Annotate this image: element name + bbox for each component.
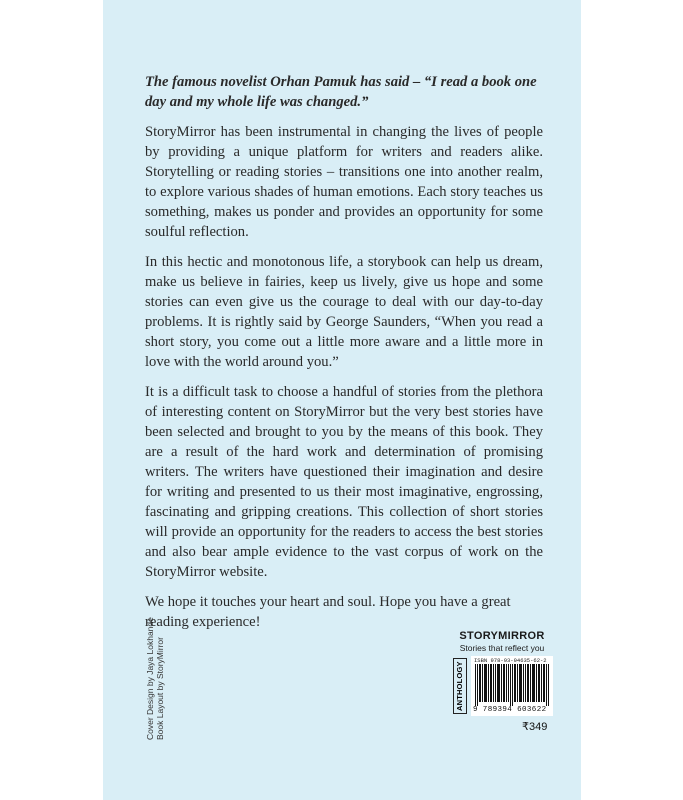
opening-quote: The famous novelist Orhan Pamuk has said – “I read a book one day and my whole life was changed.”: [145, 74, 537, 110]
isbn-barcode: [471, 656, 553, 716]
publisher-logo: [454, 630, 550, 653]
category-badge: [453, 658, 467, 714]
paragraph-3: It is a difficult task to choose a handful of stories from the plethora of interesting content on StoryMirror but the very best stories have been selected and brought to you by the means of this book. They are a result of the hard work and determination of promising writers. The writers have questioned their imagination and desire for writing and presented to us their most imaginative, engrossing, fascinating and gripping creations. This collection of short stories will provide an opportunity for the readers to access the best stories and also bear ample evidence to the vast corpus of work on the StoryMirror website.: [145, 384, 543, 580]
barcode-bars-icon: [475, 664, 549, 706]
back-cover: [103, 0, 581, 800]
paragraph-4: We hope it touches your heart and soul. Hope you have a great reading experience!: [145, 594, 511, 630]
paragraph-1: StoryMirror has been instrumental in changing the lives of people by providing a unique platform for writers and readers alike. Storytelling or reading stories – transitions one into another realm, to explore various shades of human emotions. Each story teaches us something, makes us ponder and provides an opportunity for some soulful reflection.: [145, 124, 543, 240]
publisher-name: STORYMIRROR: [459, 630, 545, 642]
price-label: ₹349: [522, 721, 548, 733]
paragraph-2: In this hectic and monotonous life, a storybook can help us dream, make us believe in fairies, keep us lively, give us hope and some stories can even give us the courage to deal with our day-to-day problems. It is rightly said by George Saunders, “When you read a short story, you come out a little more aware and a little more in love with the world around you.”: [145, 254, 543, 370]
isbn-top-text: ISBN 978-93-94635-62-2: [474, 657, 547, 664]
isbn-number: 9 789394 603622: [473, 706, 547, 714]
publisher-tagline: Stories that reflect you: [459, 643, 545, 653]
blurb: [145, 72, 543, 642]
cover-design-credit: Cover Design by Jaya Lokhande: [145, 617, 155, 740]
book-layout-credit: Book Layout by StoryMirror: [155, 637, 165, 740]
cover-credits: [145, 617, 165, 740]
category-label: ANTHOLOGY: [455, 661, 464, 711]
